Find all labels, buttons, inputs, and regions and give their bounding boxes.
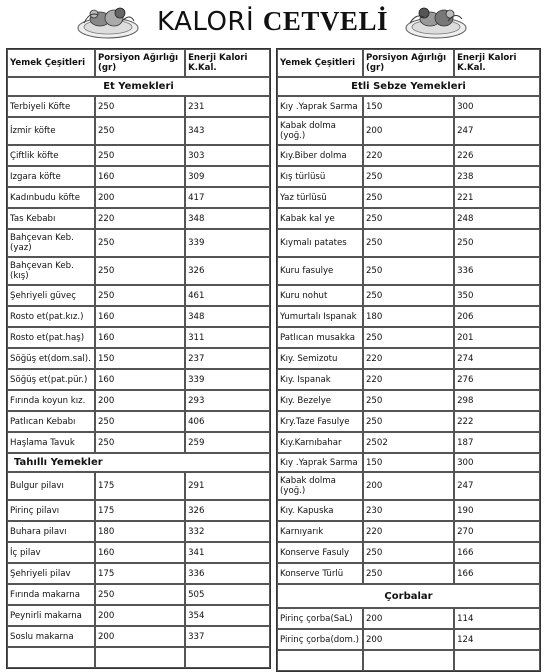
calorie: 247 bbox=[454, 472, 540, 500]
food-name: Yumurtalı Ispanak bbox=[277, 306, 363, 327]
table-row bbox=[7, 411, 270, 432]
calorie: 341 bbox=[185, 542, 270, 563]
table-row bbox=[7, 117, 270, 145]
portion: 175 bbox=[95, 563, 185, 584]
table-row bbox=[7, 500, 270, 521]
table-row bbox=[277, 257, 540, 285]
food-name: Pirinç pilavı bbox=[7, 500, 95, 521]
food-name: Patlıcan Kebabı bbox=[7, 411, 95, 432]
portion: 200 bbox=[363, 608, 454, 629]
table-row bbox=[277, 390, 540, 411]
calorie: 231 bbox=[185, 96, 270, 117]
food-name: Kıy. Semizotu bbox=[277, 348, 363, 369]
calorie: 250 bbox=[454, 229, 540, 257]
portion: 150 bbox=[363, 453, 454, 472]
sebze-rows bbox=[277, 96, 540, 584]
food-name: Yaz türlüsü bbox=[277, 187, 363, 208]
food-name: Çiftlik köfte bbox=[7, 145, 95, 166]
food-name: Tas Kebabı bbox=[7, 208, 95, 229]
portion: 220 bbox=[363, 521, 454, 542]
table-row bbox=[7, 145, 270, 166]
food-name: Rosto et(pat.kız.) bbox=[7, 306, 95, 327]
section-row bbox=[277, 77, 540, 96]
header-enerji: Enerji Kalori K.Kal. bbox=[185, 49, 270, 77]
table-row bbox=[277, 229, 540, 257]
table-row bbox=[277, 411, 540, 432]
food-name: Kuru fasulye bbox=[277, 257, 363, 285]
calorie: 298 bbox=[454, 390, 540, 411]
food-plate-illustration-right bbox=[404, 1, 468, 41]
table-row bbox=[7, 542, 270, 563]
table-row bbox=[7, 257, 270, 285]
food-name: Konserve Türlü bbox=[277, 563, 363, 584]
calorie: 339 bbox=[185, 229, 270, 257]
table-row bbox=[277, 500, 540, 521]
portion: 150 bbox=[95, 348, 185, 369]
portion: 250 bbox=[363, 327, 454, 348]
calorie: 348 bbox=[185, 208, 270, 229]
food-name: Buhara pilavı bbox=[7, 521, 95, 542]
table-row bbox=[277, 166, 540, 187]
et-rows bbox=[7, 96, 270, 453]
calorie: 326 bbox=[185, 500, 270, 521]
portion: 160 bbox=[95, 327, 185, 348]
page-header bbox=[0, 0, 545, 44]
calorie: 259 bbox=[185, 432, 270, 453]
portion: 250 bbox=[363, 208, 454, 229]
portion: 200 bbox=[95, 626, 185, 647]
table-header-row bbox=[277, 49, 540, 77]
food-name: Pirinç çorba(SaL) bbox=[277, 608, 363, 629]
portion: 160 bbox=[95, 369, 185, 390]
food-name: Haşlama Tavuk bbox=[7, 432, 95, 453]
table-row bbox=[277, 629, 540, 650]
table-row bbox=[277, 285, 540, 306]
calorie: 417 bbox=[185, 187, 270, 208]
calorie: 339 bbox=[185, 369, 270, 390]
portion: 160 bbox=[95, 542, 185, 563]
calorie: 270 bbox=[454, 521, 540, 542]
food-name: Bulgur pilavı bbox=[7, 472, 95, 500]
table-row bbox=[277, 542, 540, 563]
food-name: Soslu makarna bbox=[7, 626, 95, 647]
portion: 250 bbox=[95, 145, 185, 166]
portion: 180 bbox=[95, 521, 185, 542]
food-name: Şehriyeli güveç bbox=[7, 285, 95, 306]
calorie: 343 bbox=[185, 117, 270, 145]
table-row bbox=[277, 453, 540, 472]
header-yemek: Yemek Çeşitleri bbox=[7, 49, 95, 77]
table-row bbox=[7, 563, 270, 584]
portion: 250 bbox=[95, 432, 185, 453]
food-name: Kabak dolma (yoğ.) bbox=[277, 117, 363, 145]
portion: 250 bbox=[95, 96, 185, 117]
section-title-et: Et Yemekleri bbox=[7, 77, 270, 96]
portion: 250 bbox=[363, 542, 454, 563]
portion: 220 bbox=[363, 348, 454, 369]
food-name: Kıymalı patates bbox=[277, 229, 363, 257]
portion: 250 bbox=[95, 117, 185, 145]
food-name: Kıy. Kapuska bbox=[277, 500, 363, 521]
portion: 250 bbox=[363, 411, 454, 432]
portion: 250 bbox=[363, 563, 454, 584]
calorie: 291 bbox=[185, 472, 270, 500]
food-name: Söğüş et(pat.pür.) bbox=[7, 369, 95, 390]
food-name: Fırında makarna bbox=[7, 584, 95, 605]
portion: 250 bbox=[363, 257, 454, 285]
table-row bbox=[277, 563, 540, 584]
calorie: 300 bbox=[454, 453, 540, 472]
calorie: 201 bbox=[454, 327, 540, 348]
calorie: 237 bbox=[185, 348, 270, 369]
left-calorie-table bbox=[6, 48, 271, 669]
section-title-sebze: Etli Sebze Yemekleri bbox=[277, 77, 540, 96]
food-name: Karnıyarık bbox=[277, 521, 363, 542]
calorie: 187 bbox=[454, 432, 540, 453]
portion: 200 bbox=[363, 117, 454, 145]
food-name: Peynirli makarna bbox=[7, 605, 95, 626]
header-yemek: Yemek Çeşitleri bbox=[277, 49, 363, 77]
food-name: Bahçevan Keb. (kış) bbox=[7, 257, 95, 285]
portion: 250 bbox=[363, 229, 454, 257]
calorie: 247 bbox=[454, 117, 540, 145]
calorie: 221 bbox=[454, 187, 540, 208]
table-row bbox=[277, 521, 540, 542]
section-title-tahil: Tahıllı Yemekler bbox=[7, 453, 270, 472]
table-row bbox=[277, 306, 540, 327]
title-word-kalori: KALORİ bbox=[157, 7, 255, 37]
food-name: Pirinç çorba(dom.) bbox=[277, 629, 363, 650]
table-row bbox=[7, 306, 270, 327]
portion: 250 bbox=[363, 166, 454, 187]
calorie: 293 bbox=[185, 390, 270, 411]
table-row bbox=[277, 348, 540, 369]
table-row bbox=[277, 187, 540, 208]
food-name: Kadınbudu köfte bbox=[7, 187, 95, 208]
table-row-cut bbox=[7, 647, 270, 668]
food-name: Şehriyeli pilav bbox=[7, 563, 95, 584]
table-row bbox=[7, 96, 270, 117]
table-row bbox=[7, 229, 270, 257]
header-porsiyon: Porsiyon Ağırlığı (gr) bbox=[95, 49, 185, 77]
table-row bbox=[277, 369, 540, 390]
portion: 220 bbox=[363, 145, 454, 166]
portion: 250 bbox=[95, 584, 185, 605]
table-row bbox=[7, 348, 270, 369]
food-name: Kuru nohut bbox=[277, 285, 363, 306]
calorie: 326 bbox=[185, 257, 270, 285]
calorie: 238 bbox=[454, 166, 540, 187]
section-row bbox=[277, 584, 540, 608]
food-name: İzmir köfte bbox=[7, 117, 95, 145]
calorie: 166 bbox=[454, 542, 540, 563]
calorie: 350 bbox=[454, 285, 540, 306]
food-name: Terbiyeli Köfte bbox=[7, 96, 95, 117]
table-row bbox=[277, 208, 540, 229]
table-row-cut bbox=[277, 650, 540, 671]
food-name: Kıy. Bezelye bbox=[277, 390, 363, 411]
table-row bbox=[7, 432, 270, 453]
right-calorie-table bbox=[276, 48, 541, 672]
food-name: Kıy .Yaprak Sarma bbox=[277, 96, 363, 117]
food-name: Bahçevan Keb. (yaz) bbox=[7, 229, 95, 257]
table-row bbox=[7, 285, 270, 306]
section-row bbox=[7, 453, 270, 472]
portion: 180 bbox=[363, 306, 454, 327]
food-name: Izgara köfte bbox=[7, 166, 95, 187]
portion: 160 bbox=[95, 306, 185, 327]
portion: 220 bbox=[95, 208, 185, 229]
food-name: Kıy .Yaprak Sarma bbox=[277, 453, 363, 472]
header-porsiyon: Porsiyon Ağırlığı (gr) bbox=[363, 49, 454, 77]
table-row bbox=[277, 96, 540, 117]
calorie: 124 bbox=[454, 629, 540, 650]
food-name: Kıy. Ispanak bbox=[277, 369, 363, 390]
table-row bbox=[7, 390, 270, 411]
calorie: 248 bbox=[454, 208, 540, 229]
portion: 250 bbox=[95, 411, 185, 432]
portion: 200 bbox=[95, 605, 185, 626]
tahil-rows bbox=[7, 472, 270, 668]
header-enerji: Enerji Kalori K.Kal. bbox=[454, 49, 540, 77]
calorie: 226 bbox=[454, 145, 540, 166]
calorie: 206 bbox=[454, 306, 540, 327]
calorie: 406 bbox=[185, 411, 270, 432]
portion: 250 bbox=[363, 187, 454, 208]
table-row bbox=[7, 327, 270, 348]
food-name: Rosto et(pat.haş) bbox=[7, 327, 95, 348]
calorie: 332 bbox=[185, 521, 270, 542]
food-name: Kış türlüsü bbox=[277, 166, 363, 187]
table-row bbox=[7, 626, 270, 647]
food-name: Kry.Taze Fasulye bbox=[277, 411, 363, 432]
portion: 200 bbox=[95, 187, 185, 208]
calorie: 354 bbox=[185, 605, 270, 626]
portion: 200 bbox=[363, 629, 454, 650]
food-name: Fırında koyun kız. bbox=[7, 390, 95, 411]
portion: 175 bbox=[95, 472, 185, 500]
title-word-cetveli: CETVELİ bbox=[262, 6, 388, 36]
calorie: 303 bbox=[185, 145, 270, 166]
portion: 230 bbox=[363, 500, 454, 521]
table-row bbox=[277, 145, 540, 166]
food-name: Kabak kal ye bbox=[277, 208, 363, 229]
food-name: Kıy.Karnıbahar bbox=[277, 432, 363, 453]
calorie: 300 bbox=[454, 96, 540, 117]
table-row bbox=[7, 208, 270, 229]
calorie: 274 bbox=[454, 348, 540, 369]
table-row bbox=[277, 327, 540, 348]
calorie: 311 bbox=[185, 327, 270, 348]
section-row bbox=[7, 77, 270, 96]
calorie-tables bbox=[6, 48, 541, 645]
portion: 250 bbox=[95, 285, 185, 306]
table-row bbox=[7, 187, 270, 208]
food-name: Söğüş et(dom.sal). bbox=[7, 348, 95, 369]
table-header-row bbox=[7, 49, 270, 77]
table-row bbox=[7, 369, 270, 390]
calorie: 190 bbox=[454, 500, 540, 521]
calorie: 166 bbox=[454, 563, 540, 584]
portion: 250 bbox=[363, 390, 454, 411]
calorie: 336 bbox=[185, 563, 270, 584]
calorie: 461 bbox=[185, 285, 270, 306]
calorie: 336 bbox=[454, 257, 540, 285]
table-row bbox=[277, 117, 540, 145]
portion: 200 bbox=[95, 390, 185, 411]
portion: 200 bbox=[363, 472, 454, 500]
table-row bbox=[7, 521, 270, 542]
portion: 175 bbox=[95, 500, 185, 521]
portion: 150 bbox=[363, 96, 454, 117]
calorie: 348 bbox=[185, 306, 270, 327]
table-row bbox=[277, 472, 540, 500]
corba-rows bbox=[277, 608, 540, 671]
portion: 250 bbox=[363, 285, 454, 306]
calorie: 276 bbox=[454, 369, 540, 390]
table-row bbox=[277, 608, 540, 629]
portion: 160 bbox=[95, 166, 185, 187]
portion: 220 bbox=[363, 369, 454, 390]
calorie: 114 bbox=[454, 608, 540, 629]
portion: 2502 bbox=[363, 432, 454, 453]
table-row bbox=[7, 584, 270, 605]
food-name: Kıy.Biber dolma bbox=[277, 145, 363, 166]
calorie: 505 bbox=[185, 584, 270, 605]
table-row bbox=[7, 472, 270, 500]
food-name: Patlıcan musakka bbox=[277, 327, 363, 348]
food-name: İç pilav bbox=[7, 542, 95, 563]
table-row bbox=[7, 166, 270, 187]
calorie: 309 bbox=[185, 166, 270, 187]
food-name: Kabak dolma (yoğ.) bbox=[277, 472, 363, 500]
calorie: 337 bbox=[185, 626, 270, 647]
food-name: Konserve Fasuly bbox=[277, 542, 363, 563]
portion: 250 bbox=[95, 229, 185, 257]
table-row bbox=[277, 432, 540, 453]
calorie: 222 bbox=[454, 411, 540, 432]
portion: 250 bbox=[95, 257, 185, 285]
section-title-corba: Çorbalar bbox=[277, 584, 540, 608]
